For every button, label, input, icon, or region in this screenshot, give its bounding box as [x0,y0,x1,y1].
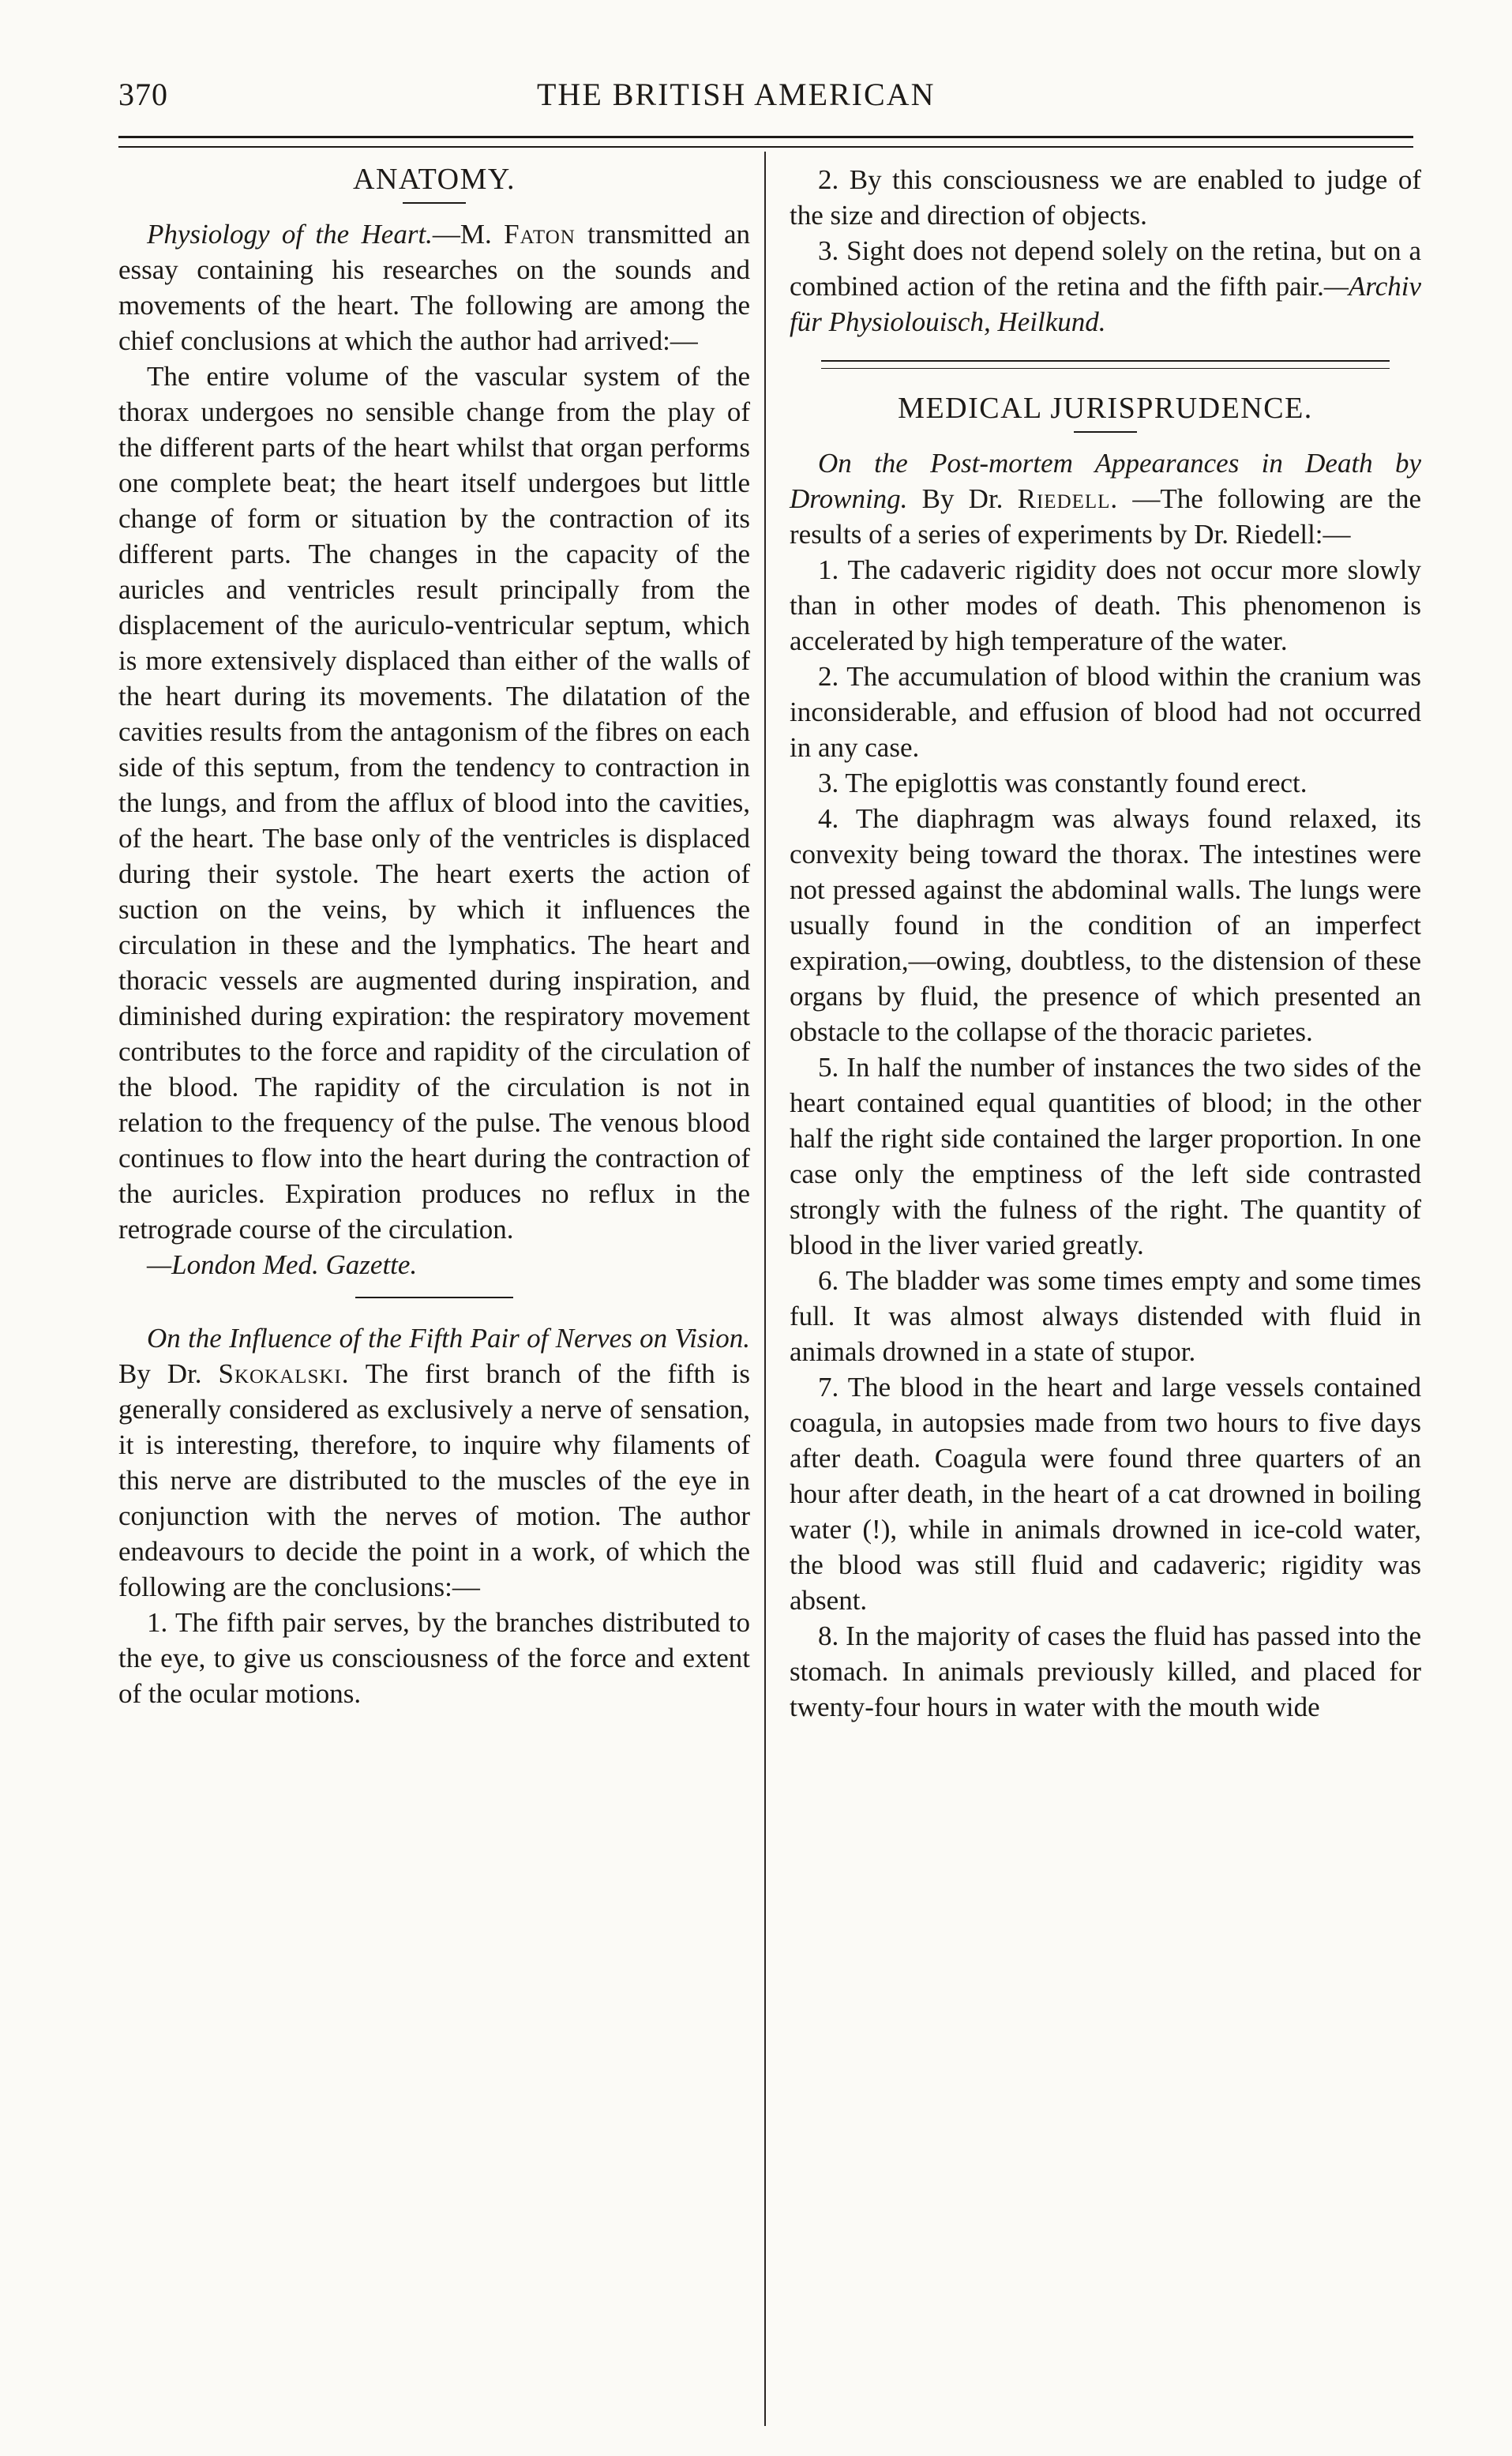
article-author: Riedell. [1017,483,1119,514]
result-item: 6. The bladder was some times empty and some times full. It was almost always distended with fluid in animals drowned in a state of stupor. [790,1265,1421,1367]
article-drowning-intro [790,445,1421,552]
result-item: 2. The accumulation of blood within the cranium was inconsiderable, and effusion of blood had not occurred in any case. [790,661,1421,763]
result-item: 8. In the majority of cases the fluid has passed into the stomach. In animals previously killed, and placed for twenty-four hours in water with the mouth wide [790,1620,1421,1722]
section-rule [403,202,466,204]
article-intro-text: —The following are the results of a series of experiments by Dr. Riedell:— [790,483,1421,550]
article-by: By Dr. [118,1358,219,1389]
article-author: Faton [504,219,576,250]
article-intro-text: The first branch of the fifth is generally considered as exclusively a nerve of sensation, it is interesting, therefore, to inquire why filaments of this nerve are distributed to the muscles of the eye in conjunction with the nerves of motion. The author endeavours to decide the point in a work, of which the following are the conclusions:— [118,1358,750,1602]
article-title: Physiology of the Heart. [147,219,433,250]
right-column [790,162,1421,1725]
conclusion-item: 1. The fifth pair serves, by the branches distributed to the eye, to give us consciousness of the force and extent of the ocular motions. [118,1607,750,1709]
article-divider [355,1297,513,1298]
article-lead: —M. [432,219,505,250]
running-title: THE BRITISH AMERICAN [537,77,936,112]
column-divider [764,152,766,2426]
article-fifth-pair-intro [118,1320,750,1605]
article-intro-text: transmitted an essay containing his researches on the sounds and movements of the heart. The following are among the chief conclusions at which the author had arrived:— [118,219,751,356]
article-author: Skokalski. [218,1358,350,1389]
conclusion-text: 3. Sight does not depend solely on the retina, but on a combined action of the retina and the fifth pair. [790,235,1421,302]
page-number: 370 [118,77,168,112]
conclusion-item: 2. By this consciousness we are enabled to judge of the size and direction of objects. [790,164,1421,231]
left-column [118,162,750,1711]
result-item: 7. The blood in the heart and large vessels contained coagula, in autopsies made from two hours to five days after death. Coagula were found three quarters of an hour after death, in the heart of a cat drowned in boiling water (!), while in animals drowned in ice-cold water, the blood was still fluid and cadaveric; rigidity was absent. [790,1372,1421,1616]
article-heart-body: The entire volume of the vascular system of the thorax undergoes no sensible change from the play of the different parts of the heart whilst that organ performs one complete beat; the heart itself undergoes but little change of form or situation by the contraction of its different parts. The changes in the capacity of the auricles and ventricles result principally from the displacement of the auriculo-ventricular septum, which is more extensively displaced than either of the walls of the heart during its movements. The dilatation of the cavities results from the antagonism of the fibres on each side of this septum, from the tendency to contraction in the lungs, and from the afflux of blood into the cavities, of the heart. The base only of the ventricles is displaced during their systole. The heart exerts the action of suction on the veins, by which it influences the circulation in these and the lymphatics. The heart and thoracic vessels are augmented during inspiration, and diminished during expiration: the respiratory movement contributes to the force and rapidity of the circulation of the blood. The rapidity of the circulation is not in relation to the frequency of the pulse. The venous blood continues to flow into the heart during the contraction of the auricles. Expiration produces no reflux in the retrograde course of the circulation. [118,361,750,1245]
result-item: 1. The cadaveric rigidity does not occur more slowly than in other modes of death. This phenomenon is accelerated by high temperature of the water. [790,554,1421,656]
conclusion-item [790,233,1421,340]
result-item: 5. In half the number of instances the two sides of the heart contained equal quantities of blood; in the other half the right side contained the larger proportion. In one case only the emptiness of the left side contrasted strongly with the fulness of the right. The quantity of blood in the liver varied greatly. [790,1052,1421,1260]
article-by: By Dr. [907,483,1018,514]
result-item: 3. The epiglottis was constantly found erect. [818,768,1308,798]
article-source: —London Med. Gazette. [147,1249,418,1280]
header-rule [118,136,1413,148]
article-title: On the Post-mortem Appearances in Death by Drowning. [790,448,1421,514]
section-title-medical-jurisprudence: MEDICAL JURISPRUDENCE. [898,392,1313,425]
page-header [118,73,1413,136]
result-item: 4. The diaphragm was always found relaxed, its convexity being toward the thorax. The intestines were not pressed against the abdominal walls. The lungs were usually found in the condition of an imperfect expiration,—owing, doubtless, to the distension of these organs by fluid, the presence of which presented an obstacle to the collapse of the thoracic parietes. [790,803,1421,1047]
article-title: On the Influence of the Fifth Pair of Nerves on Vision. [147,1323,750,1354]
section-rule [1074,431,1137,433]
section-divider [821,360,1390,369]
section-title-anatomy: ANATOMY. [353,163,516,196]
article-source: —Archiv für Physiolouisch, Heilkund. [790,271,1421,337]
article-heart-intro [118,216,750,359]
